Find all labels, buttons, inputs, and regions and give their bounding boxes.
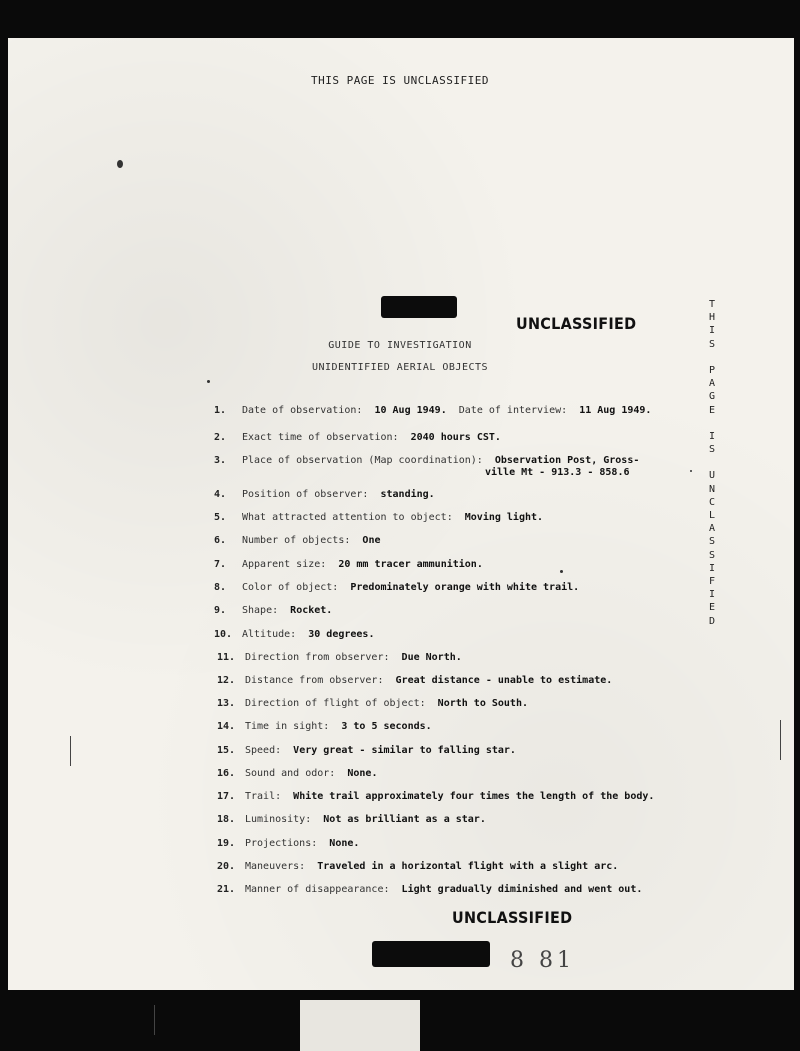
- question-row: [217, 698, 528, 710]
- question-row: [217, 768, 377, 780]
- question-row: [217, 745, 516, 757]
- question-answer: 3 to 5 seconds.: [341, 721, 432, 732]
- question-row: [214, 512, 543, 524]
- question-row: [214, 535, 380, 547]
- scan-line: [154, 1005, 155, 1035]
- question-row: [217, 652, 462, 664]
- question-row: [217, 721, 432, 733]
- side-marking-letter: T: [708, 299, 716, 310]
- question-label: Place of observation (Map coordination):: [242, 455, 483, 466]
- question-label: Time in sight:: [245, 721, 330, 732]
- question-label: Speed:: [245, 745, 282, 756]
- question-row: [214, 432, 501, 444]
- side-marking-letter: S: [708, 338, 716, 350]
- side-marking-letter: E: [708, 602, 716, 614]
- question-number: 10.: [214, 629, 233, 640]
- question-label: Luminosity:: [245, 814, 312, 825]
- side-marking-letter: [706, 417, 718, 430]
- question-label: Date of observation:: [242, 405, 363, 416]
- question-answer: Rocket.: [290, 605, 333, 616]
- side-marking-letter: S: [708, 536, 716, 548]
- question-number: 2.: [214, 432, 227, 443]
- question-label: Projections:: [245, 838, 318, 849]
- question-answer: Light gradually diminished and went out.: [401, 884, 643, 895]
- question-answer: None.: [347, 768, 378, 779]
- question-number: 17.: [217, 791, 236, 802]
- scan-strip: [300, 1000, 420, 1051]
- question-answer: 20 mm tracer ammunition.: [338, 559, 483, 570]
- side-marking-letter: D: [708, 615, 716, 627]
- side-marking-letter: N: [708, 483, 716, 495]
- question-number: 16.: [217, 768, 236, 779]
- question-answer: Due North.: [401, 652, 462, 663]
- side-marking-letter: L: [708, 510, 716, 521]
- question-number: 15.: [217, 745, 236, 756]
- question-number: 6.: [214, 535, 227, 546]
- side-marking-letter: F: [708, 575, 716, 587]
- question-number: 12.: [217, 675, 236, 686]
- question-number: 5.: [214, 512, 227, 523]
- question-label: Direction from observer:: [245, 652, 390, 663]
- question-label: Shape:: [242, 605, 279, 616]
- side-marking-letter: [706, 351, 718, 364]
- unclassified-stamp-bottom: UNCLASSIFIED: [452, 908, 573, 927]
- side-marking-letter: I: [708, 325, 716, 337]
- side-marking-letter: A: [708, 378, 716, 390]
- question-answer: One: [362, 535, 381, 546]
- side-marking-letter: H: [708, 312, 716, 324]
- question-row: [214, 559, 483, 571]
- question-label: Direction of flight of object:: [245, 698, 426, 709]
- scan-speck: [117, 160, 123, 168]
- question-number: 4.: [214, 489, 227, 500]
- question-answer: Very great - similar to falling star.: [293, 745, 516, 756]
- question-number: 19.: [217, 838, 236, 849]
- side-marking-letter: S: [708, 444, 716, 456]
- scan-line: [780, 720, 781, 760]
- side-marking-letter: I: [708, 430, 716, 442]
- question-answer: Predominately orange with white trail.: [350, 582, 580, 593]
- question-answer: Moving light.: [464, 512, 544, 523]
- question-row: [217, 884, 642, 896]
- question-label: Altitude:: [242, 629, 297, 640]
- top-classification-marking: THIS PAGE IS UNCLASSIFIED: [310, 74, 490, 87]
- question-answer: Not as brilliant as a star.: [323, 814, 486, 825]
- question-label: Exact time of observation:: [242, 432, 399, 443]
- question-label: Maneuvers:: [245, 861, 306, 872]
- question-answer-continuation: ville Mt - 913.3 - 858.6: [485, 467, 630, 478]
- question-number: 11.: [217, 652, 236, 663]
- side-marking-letter: I: [708, 562, 716, 574]
- page-number: 8 81: [510, 948, 575, 973]
- question-number: 3.: [214, 455, 227, 466]
- scan-speck: [207, 380, 210, 383]
- question-label: Position of observer:: [242, 489, 369, 500]
- question-number: 9.: [214, 605, 227, 616]
- form-subtitle: UNIDENTIFIED AERIAL OBJECTS: [311, 362, 489, 373]
- scan-line: [70, 736, 71, 766]
- question-label: Number of objects:: [242, 535, 351, 546]
- question-number: 20.: [217, 861, 236, 872]
- question-row: [214, 455, 639, 467]
- question-number: 21.: [217, 884, 236, 895]
- side-marking-letter: G: [708, 391, 716, 403]
- question-answer: 10 Aug 1949.: [374, 405, 447, 416]
- question-row: [214, 629, 374, 641]
- question-number: 18.: [217, 814, 236, 825]
- side-marking-letter: C: [708, 496, 716, 508]
- side-marking-letter: A: [708, 523, 716, 535]
- question-answer-secondary: 11 Aug 1949.: [579, 405, 652, 416]
- side-marking-letter: S: [708, 549, 716, 561]
- question-label: What attracted attention to object:: [242, 512, 453, 523]
- question-answer: Great distance - unable to estimate.: [395, 675, 613, 686]
- redaction-bar-bottom: [372, 941, 490, 967]
- question-row: [214, 605, 332, 617]
- question-answer: North to South.: [437, 698, 528, 709]
- question-row: [214, 405, 651, 417]
- side-marking-letter: [706, 456, 718, 469]
- question-answer: Observation Post, Gross-: [494, 455, 640, 466]
- question-number: 14.: [217, 721, 236, 732]
- question-row: [217, 814, 486, 826]
- question-label: Apparent size:: [242, 559, 327, 570]
- question-row: [217, 791, 654, 803]
- form-title: GUIDE TO INVESTIGATION: [328, 340, 472, 351]
- question-label: Manner of disappearance:: [245, 884, 390, 895]
- question-row: [217, 838, 359, 850]
- question-label: Color of object:: [242, 582, 339, 593]
- question-row: [217, 675, 612, 687]
- question-number: 8.: [214, 582, 227, 593]
- side-marking-letter: P: [708, 364, 716, 376]
- side-classification-marking: [706, 298, 718, 628]
- question-answer: 2040 hours CST.: [410, 432, 501, 443]
- question-label: Trail:: [245, 791, 282, 802]
- side-marking-letter: U: [708, 470, 716, 482]
- question-answer: Traveled in a horizontal flight with a slight arc.: [317, 861, 619, 872]
- question-row: [214, 582, 579, 594]
- side-marking-letter: E: [708, 404, 716, 416]
- question-answer: standing.: [380, 489, 435, 500]
- question-answer: 30 degrees.: [308, 629, 375, 640]
- unclassified-stamp-top: UNCLASSIFIED: [516, 314, 637, 333]
- question-label: Distance from observer:: [245, 675, 384, 686]
- question-number: 13.: [217, 698, 236, 709]
- question-answer: White trail approximately four times the length of the body.: [293, 791, 655, 802]
- question-label-secondary: Date of interview:: [458, 405, 568, 416]
- redaction-bar-top: [381, 296, 457, 318]
- scan-speck: [690, 470, 692, 472]
- question-answer: None.: [329, 838, 360, 849]
- side-marking-letter: I: [708, 589, 716, 601]
- question-number: 7.: [214, 559, 227, 570]
- question-row: [217, 861, 618, 873]
- question-label: Sound and odor:: [245, 768, 336, 779]
- question-row: [214, 489, 435, 501]
- question-number: 1.: [214, 405, 227, 416]
- scan-speck: [560, 570, 563, 573]
